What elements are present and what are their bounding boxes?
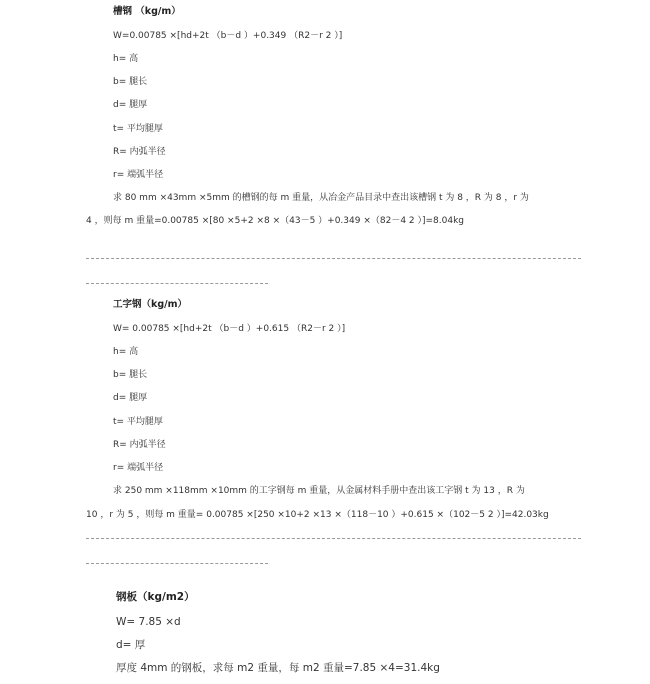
- var-d: d= 腿厚: [113, 100, 148, 110]
- var-b: b= 腿长: [113, 77, 148, 87]
- divider-dashed-short: [86, 283, 268, 284]
- var-R: R= 内弧半径: [113, 147, 166, 157]
- var-t: t= 平均腿厚: [113, 124, 163, 134]
- example-line-2: 10 ，r 为 5 ，则每 m 重量= 0.00785 ×[250 ×10+2 ×13 ×（118－10 ）+0.615 ×（102－5 2 ）]=42.03kg: [86, 510, 549, 520]
- var-r: r= 端弧半径: [113, 170, 164, 180]
- example-line-1: 求 80 mm ×43mm ×5mm 的槽钢的每 m 重量，从冶金产品目录中查出该槽钢 t 为 8 ，R 为 8 ，r 为: [113, 193, 529, 203]
- example-line-1: 求 250 mm ×118mm ×10mm 的工字钢每 m 重量，从金属材料手册中查出该工字钢 t 为 13 ，R 为: [113, 486, 525, 496]
- var-d: d= 腿厚: [113, 393, 148, 403]
- var-t: t= 平均腿厚: [113, 417, 163, 427]
- var-r: r= 端弧半径: [113, 463, 164, 473]
- example-line-2: 4 ，则每 m 重量=0.00785 ×[80 ×5+2 ×8 ×（43－5 ）+0.349 ×（82－4 2 ）]=8.04kg: [86, 216, 465, 226]
- section-heading-i-beam: 工字钢（kg/m）: [113, 299, 187, 310]
- var-R: R= 内弧半径: [113, 440, 166, 450]
- formula-steel-plate: W= 7.85 ×d: [116, 616, 181, 628]
- divider-dashed: [86, 258, 581, 259]
- var-d: d= 厚: [116, 639, 146, 651]
- formula-i-beam: W= 0.00785 ×[hd+2t （b－d ）+0.615 （R2－r 2 ）]: [113, 324, 346, 334]
- divider-dashed-short: [86, 563, 268, 564]
- example-line-1: 厚度 4mm 的钢板，求每 m2 重量，每 m2 重量=7.85 ×4=31.4kg: [116, 662, 440, 674]
- section-heading-channel-steel: 槽钢 （kg/m）: [113, 6, 181, 17]
- divider-dashed: [86, 538, 581, 539]
- var-h: h= 高: [113, 54, 139, 64]
- var-b: b= 腿长: [113, 370, 148, 380]
- var-h: h= 高: [113, 347, 139, 357]
- formula-channel-steel: W=0.00785 ×[hd+2t （b－d ）+0.349 （R2－r 2 ）]: [113, 31, 343, 41]
- section-heading-steel-plate: 钢板（kg/m2）: [116, 591, 195, 603]
